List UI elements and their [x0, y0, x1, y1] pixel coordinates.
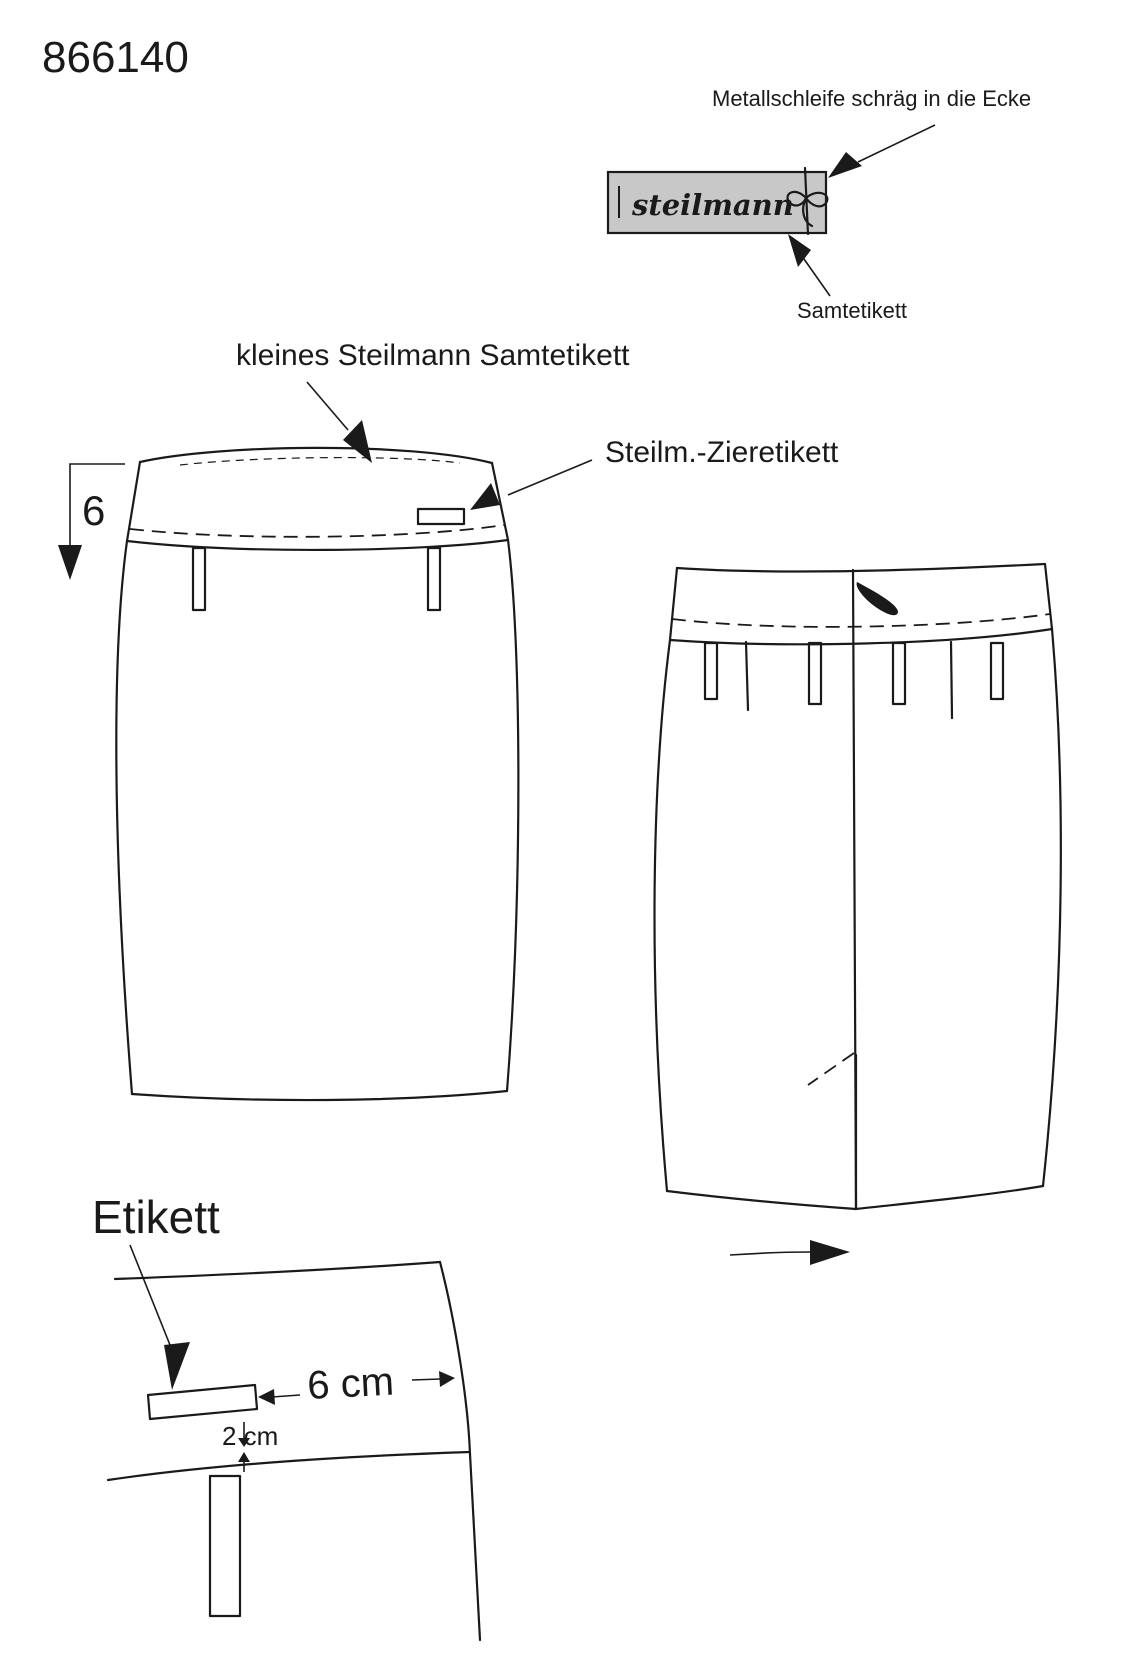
metal-bow-callout-text: Metallschleife schräg in die Ecke: [712, 86, 1032, 111]
skirt-back-right-side: [1043, 629, 1061, 1186]
back-vent-stitching: [808, 1053, 854, 1085]
metal-bow-leader-line: [858, 125, 935, 162]
waistband-bottom-stitching: [130, 525, 505, 537]
detail-label-rect: [148, 1385, 257, 1419]
back-waistband-left-edge: [670, 568, 677, 640]
side-distance-value: 6 cm: [306, 1359, 396, 1408]
skirt-front-hem: [132, 1091, 507, 1100]
waistband-seam: [127, 540, 508, 550]
velvet-label-detail: [608, 86, 1031, 323]
back-belt-loop-2: [809, 643, 821, 704]
velvet-label-arrowhead: [788, 234, 811, 267]
waistband-top-stitching: [180, 458, 460, 465]
label-detail-leader-line: [130, 1245, 172, 1350]
detail-belt-loop: [210, 1476, 240, 1616]
decorative-label-arrowhead: [470, 483, 500, 510]
back-dart-left: [746, 642, 748, 710]
back-waistband-stitching: [672, 614, 1050, 627]
decorative-label-leader-line: [508, 460, 592, 495]
skirt-front-left-side: [116, 541, 132, 1094]
metal-bow-arrowhead: [828, 152, 862, 178]
back-dart-right: [951, 642, 952, 718]
skirt-back-hem-left: [667, 1191, 856, 1209]
side-distance-arrowhead-right: [439, 1371, 455, 1387]
direction-arrowhead: [810, 1240, 850, 1265]
skirt-back-left-side: [655, 640, 670, 1191]
skirt-front-right-side: [507, 540, 518, 1091]
small-velvet-label-callout-text: kleines Steilmann Samtetikett: [236, 339, 630, 372]
side-distance-line-right: [412, 1379, 440, 1380]
back-waistband-right-edge: [1045, 564, 1052, 629]
back-belt-loop-1: [705, 643, 717, 699]
zipper-pull-icon: [857, 582, 898, 615]
back-belt-loop-3: [893, 643, 905, 704]
small-velvet-label-arrowhead: [343, 420, 372, 463]
detail-skirt-side: [470, 1454, 480, 1640]
direction-arrow-line: [730, 1252, 810, 1255]
belt-loop-left: [193, 548, 205, 610]
detail-waistband-top: [115, 1262, 440, 1279]
article-number: 866140: [42, 33, 189, 82]
skirt-front-view: [58, 339, 839, 1100]
skirt-back-view: [655, 564, 1061, 1265]
label-placement-detail: [92, 1191, 480, 1640]
label-detail-arrowhead: [164, 1342, 190, 1390]
detail-waistband-side: [440, 1262, 470, 1454]
decorative-label-callout-text: Steilm.-Zieretikett: [605, 436, 839, 469]
skirt-back-hem-right: [856, 1186, 1043, 1209]
back-waistband-top-edge: [677, 564, 1045, 571]
small-velvet-label-leader-line: [307, 382, 348, 430]
detail-waistband-seam: [108, 1452, 470, 1480]
velvet-label-callout-text: Samtetikett: [797, 298, 908, 323]
decorative-label-rect: [418, 509, 464, 524]
steilmann-logo-text: steilmann: [632, 188, 794, 222]
back-belt-loop-4: [991, 643, 1003, 699]
label-detail-title: Etikett: [92, 1191, 220, 1243]
waistband-distance-value: 2 cm: [222, 1421, 279, 1451]
side-distance-line-left: [272, 1395, 300, 1397]
belt-loop-right: [428, 548, 440, 610]
waistband-height-value: 6: [82, 487, 106, 534]
waistband-height-arrowhead: [58, 545, 82, 580]
velvet-label-leader-line: [804, 259, 830, 296]
